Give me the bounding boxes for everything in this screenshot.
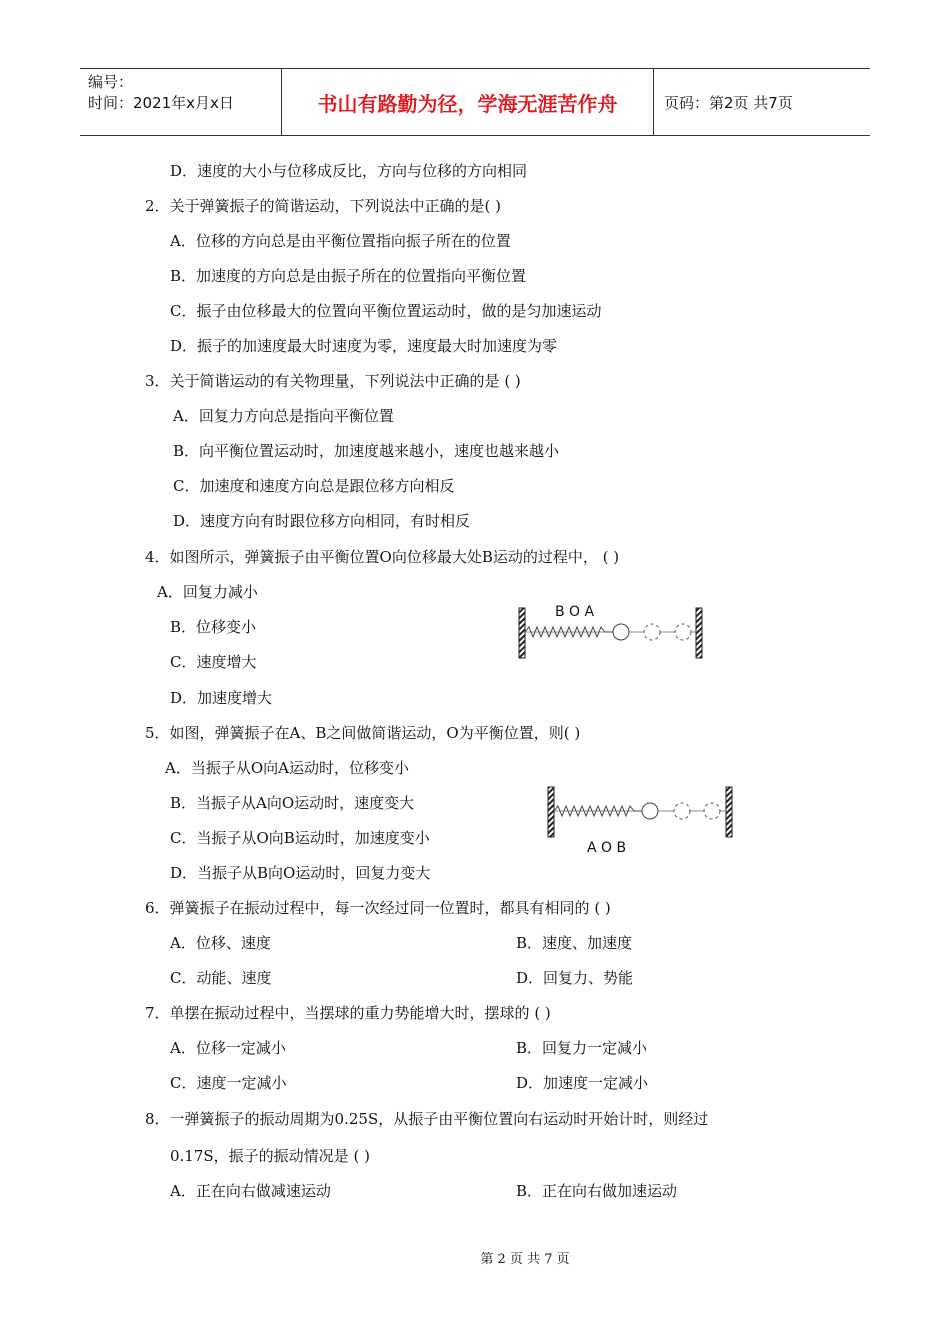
q8-stem-continued: 0.17S，振子的振动情况是 ( ) — [170, 1147, 370, 1165]
page-footer: 第 2 页 共 7 页 — [480, 1252, 570, 1267]
q1-option-d: D．速度的大小与位移成反比，方向与位移的方向相同 — [170, 162, 528, 180]
q5-option-c: C．当振子从O向B运动时，加速度变小 — [170, 829, 430, 847]
q6-stem: 6．弹簧振子在振动过程中，每一次经过同一位置时，都具有相同的 ( ) — [145, 899, 611, 917]
q5-stem: 5．如图，弹簧振子在A、B之间做简谐运动，O为平衡位置，则( ) — [145, 724, 581, 742]
q6-option-a: A．位移、速度 — [170, 934, 271, 952]
q2-option-c: C．振子由位移最大的位置向平衡位置运动时，做的是匀加速运动 — [170, 302, 602, 320]
q7-option-d: D．加速度一定减小 — [516, 1074, 649, 1092]
spring-oscillator-diagram-1 — [517, 602, 707, 662]
q7-option-b: B．回复力一定减小 — [516, 1039, 648, 1057]
q6-option-c: C．动能、速度 — [170, 969, 272, 987]
q8-option-b: B．正在向右做加速运动 — [516, 1182, 678, 1200]
diagram1-point-labels: B O A — [555, 604, 595, 620]
header-info — [80, 69, 282, 135]
spring-oscillator-diagram-2 — [545, 784, 740, 859]
q5-option-a: A．当振子从O向A运动时，位移变小 — [165, 759, 409, 777]
spring-diagram-2-graphic — [545, 784, 740, 844]
q2-option-a: A．位移的方向总是由平衡位置指向振子所在的位置 — [170, 232, 511, 250]
q4-option-c: C．速度增大 — [170, 653, 257, 671]
header-motto: 书山有路勤为径，学海无涯苦作舟 — [282, 69, 654, 135]
q5-option-b: B．当振子从A向O运动时，速度变大 — [170, 794, 415, 812]
q4-option-b: B．位移变小 — [170, 618, 257, 636]
q3-option-c: C．加速度和速度方向总是跟位移方向相反 — [173, 477, 455, 495]
q2-option-b: B．加速度的方向总是由振子所在的位置指向平衡位置 — [170, 267, 527, 285]
q8-stem: 8．一弹簧振子的振动周期为0.25S，从振子由平衡位置向右运动时开始计时，则经过 — [145, 1110, 709, 1128]
q6-option-b: B．速度、加速度 — [516, 934, 633, 952]
q2-stem: 2．关于弹簧振子的简谐运动，下列说法中正确的是( ) — [145, 197, 502, 215]
diagram2-point-labels: A O B — [587, 840, 627, 856]
q7-option-a: A．位移一定减小 — [170, 1039, 286, 1057]
page-header — [80, 68, 870, 136]
document-number-label: 编号： — [88, 73, 134, 91]
q4-option-a: A．回复力减小 — [157, 583, 258, 601]
q4-stem: 4．如图所示，弹簧振子由平衡位置O向位移最大处B运动的过程中， ( ) — [145, 548, 620, 566]
q8-option-a: A．正在向右做减速运动 — [170, 1182, 331, 1200]
q3-option-d: D．速度方向有时跟位移方向相同，有时相反 — [173, 512, 471, 530]
q4-option-d: D．加速度增大 — [170, 689, 273, 707]
q3-option-a: A．回复力方向总是指向平衡位置 — [173, 407, 394, 425]
q3-option-b: B．向平衡位置运动时，加速度越来越小，速度也越来越小 — [173, 442, 560, 460]
q5-option-d: D．当振子从B向O运动时，回复力变大 — [170, 864, 431, 882]
spring-diagram-1-graphic — [517, 602, 707, 662]
q7-stem: 7．单摆在振动过程中，当摆球的重力势能增大时，摆球的 ( ) — [145, 1004, 551, 1022]
q3-stem: 3．关于简谐运动的有关物理量，下列说法中正确的是 ( ) — [145, 372, 521, 390]
q2-option-d: D．振子的加速度最大时速度为零，速度最大时加速度为零 — [170, 337, 558, 355]
q7-option-c: C．速度一定减小 — [170, 1074, 287, 1092]
q6-option-d: D．回复力、势能 — [516, 969, 634, 987]
header-page-number: 页码：第2页 共7页 — [664, 93, 793, 112]
document-time-label: 时间：2021年x月x日 — [88, 94, 234, 112]
